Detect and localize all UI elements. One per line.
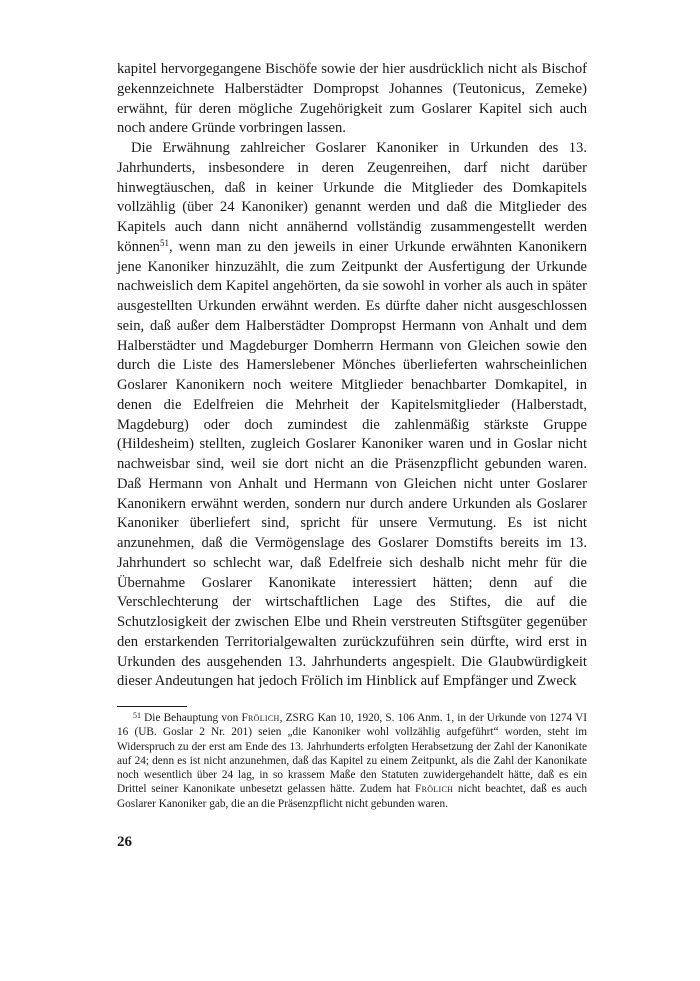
paragraph bbox=[117, 60, 587, 139]
footnote-51 bbox=[117, 711, 587, 811]
page-number: 26 bbox=[117, 834, 132, 850]
footnote-marker: 51 bbox=[159, 237, 169, 248]
footnote-marker: 51 bbox=[133, 711, 141, 720]
paragraph bbox=[117, 139, 587, 692]
page-content bbox=[117, 60, 587, 811]
text-run: kapitel hervorgegangene Bischöfe sowie der hier ausdrücklich nicht als Bischof gekennzeichnete Halberstädter Dompropst Johannes (Teutonicus, Zemeke) erwähnt, für deren mögliche Zugehörigkeit zum Goslarer Kapitel sich auch noch andere Gründe vorbringen lassen. bbox=[117, 61, 587, 137]
text-run: , wenn man zu den jeweils in einer Urkunde erwähnten Kanonikern jene Kanoniker hinzuzählt, die zum Zeitpunkt der Ausfertigung der Urkunde nachweislich dem Kapitel angehörten, da sie sowohl in vorher als auch in später ausgestellten Urkunden erwähnt werden. Es dürfte daher nicht ausgeschlossen sein, daß außer dem Halberstädter Dompropst Hermann von Anhalt und dem Halberstädter und Magdeburger Domherrn Hermann von Gleichen sowie den durch die Liste des Hamerslebener Mönches überlieferten wahrscheinlichen Goslarer Kanonikern noch weitere Mitglieder benachbarter Domkapitel, in denen die Edelfreien die Mehrheit der Kapitelsmitglieder (Halberstadt, Magdeburg) oder doch zumindest die zahlenmäßig stärkste Gruppe (Hildesheim) stellten, zugleich Goslarer Kanoniker waren und in Goslar nicht nachweisbar sind, weil sie dort nicht an die Präsenzpflicht gebunden waren. Daß Hermann von Anhalt und Hermann von Gleichen nicht unter Goslarer Kanonikern erwähnt werden, sondern nur durch andere Urkunden als Goslarer Kanoniker überliefert sind, spricht für unsere Vermutung. Es ist nicht anzunehmen, daß die Vermögenslage des Goslarer Domstifts bereits im 13. Jahrhundert so schlecht war, daß Edelfreie sich deshalb nicht mehr für die Übernahme Goslarer Kanonikate interessiert hätten; denn auf die Verschlechterung der wirtschaftlichen Lage des Stiftes, die auf die Schutzlosigkeit der zwischen Elbe und Rhein verstreuten Stiftsgüter gegenüber den erstarkenden Territorialgewalten zurückzuführen sein dürfte, wird erst in Urkunden des ausgehenden 13. Jahrhunderts angespielt. Die Glaubwürdigkeit dieser Andeutungen hat jedoch Frölich im Hinblick auf Empfänger und Zweck bbox=[117, 238, 587, 690]
text-run: Die Erwähnung zahlreicher Goslarer Kanoniker in Urkunden des 13. Jahrhunderts, insbesondere in deren Zeugenreihen, darf nicht darüber hinwegtäuschen, daß in keiner Urkunde die Mitglieder des Domkapitels vollzählig (über 24 Kanoniker) genannt werden und daß die Mitglieder des Kapitels auch dann nicht annähernd vollständig zusammengestellt werden können bbox=[117, 140, 587, 255]
author-name: Frölich bbox=[241, 712, 280, 724]
text-run: , ZSRG Kan 10, 1920, S. 106 Anm. 1, in der Urkunde von 1274 VI 16 (UB. Goslar 2 Nr. 201) seien „die Kanoniker wohl vollzählig aufgeführt“ worden, steht im Widerspruch zu der erst am Ende des 13. Jahrhunderts erfolgten Herabsetzung der Zahl der Kanonikate auf 24; denn es ist nicht anzunehmen, daß das Kapitel zu einem Zeitpunkt, als die Zahl der Kanonikate noch wesentlich über 24 lag, in so krassem Maße den Statuten zuwidergehandelt hätte, daß es ein Drittel seiner Kanonikate unbesetzt gelassen hätte. Zudem hat bbox=[117, 712, 587, 796]
body-text bbox=[117, 60, 587, 692]
author-name: Frölich bbox=[415, 783, 454, 796]
text-run: Die Behauptung von bbox=[141, 712, 242, 724]
footnote-separator bbox=[117, 706, 187, 707]
text-run: nicht beachtet, daß es auch Goslarer Kanoniker gab, die an die Präsenzpflicht nicht gebunden waren. bbox=[117, 783, 588, 810]
